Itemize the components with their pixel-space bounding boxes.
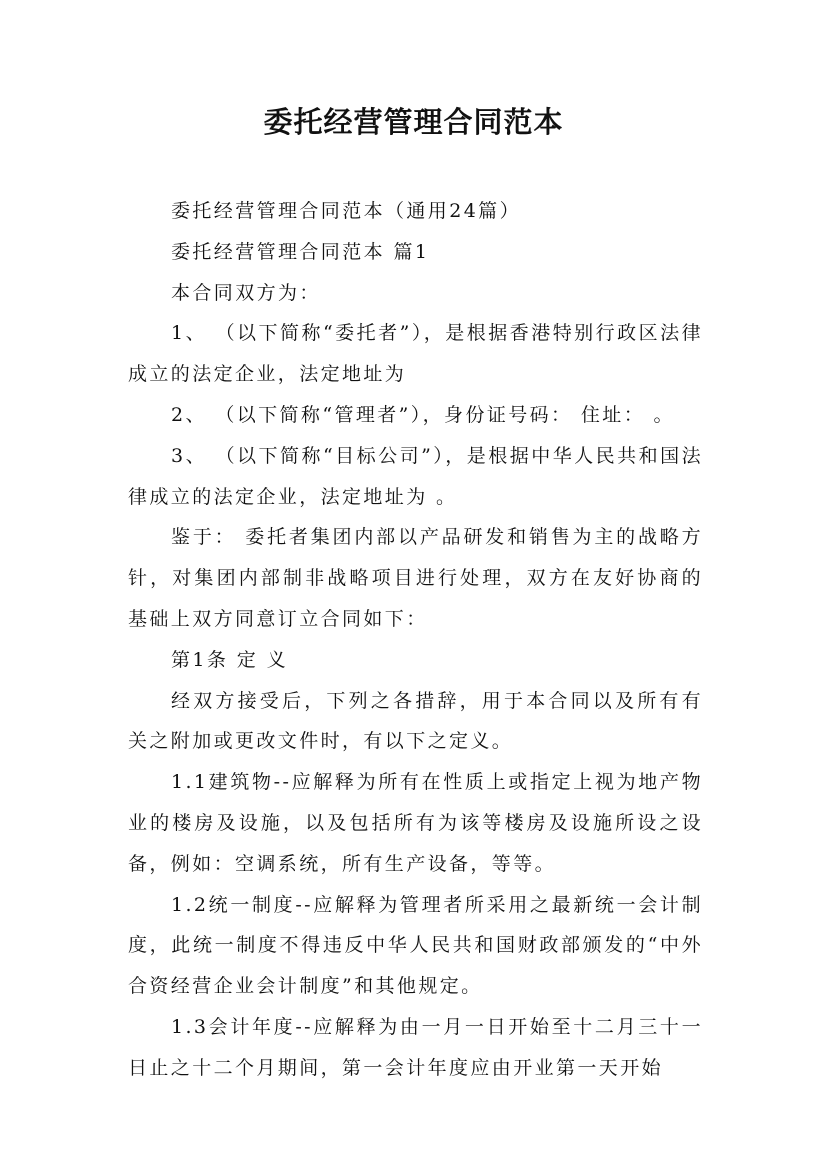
paragraph-definitions-intro: 经双方接受后，下列之各措辞，用于本合同以及所有有关之附加或更改文件时，有以下之定义。	[128, 689, 703, 753]
paragraph-definition-1-3: 1.3会计年度--应解释为由一月一日开始至十二月三十一日止之十二个月期间，第一会计年度应由开业第一天开始	[128, 1015, 703, 1079]
paragraph-article-1-heading: 第1条 定 义	[171, 648, 288, 671]
paragraph-party-2: 2、 （以下简称“管理者”），身份证号码： 住址： 。	[171, 403, 675, 426]
paragraph-parties-heading: 本合同双方为：	[171, 281, 321, 304]
document-body	[128, 191, 703, 1089]
paragraph-party-3: 3、 （以下简称“目标公司”），是根据中华人民共和国法律成立的法定企业，法定地址为 。	[128, 444, 703, 508]
paragraph-chapter-heading: 委托经营管理合同范本 篇1	[171, 240, 430, 263]
paragraph-definition-1-1: 1.1建筑物--应解释为所有在性质上或指定上视为地产物业的楼房及设施，以及包括所有为该等楼房及设施所设之设备，例如：空调系统，所有生产设备，等等。	[128, 771, 703, 875]
paragraph-definition-1-2: 1.2统一制度--应解释为管理者所采用之最新统一会计制度，此统一制度不得违反中华人民共和国财政部颁发的“中外合资经营企业会计制度”和其他规定。	[128, 893, 703, 998]
paragraph-intro-title: 委托经营管理合同范本（通用24篇）	[171, 200, 521, 222]
paragraph-whereas: 鉴于： 委托者集团内部以产品研发和销售为主的战略方针，对集团内部制非战略项目进行处理，双方在友好协商的基础上双方同意订立合同如下：	[128, 526, 703, 630]
document-title: 委托经营管理合同范本	[263, 105, 564, 139]
paragraph-party-1: 1、 （以下简称“委托者”），是根据香港特别行政区法律成立的法定企业，法定地址为	[128, 322, 703, 386]
